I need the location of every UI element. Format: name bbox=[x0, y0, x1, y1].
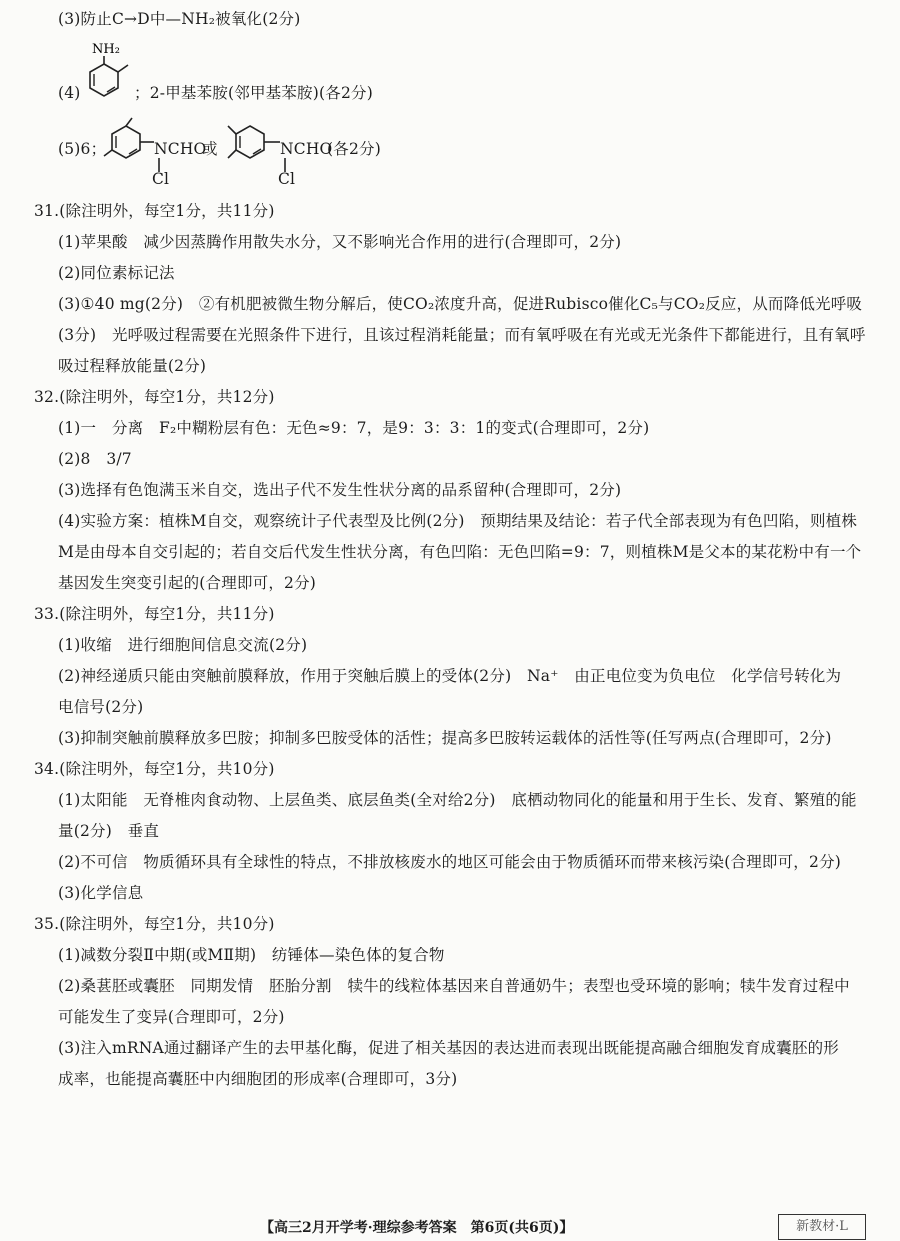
q31-part1: (1)苹果酸 减少因蒸腾作用散失水分，又不影响光合作用的进行(合理即可，2分) bbox=[58, 233, 622, 251]
q35-part3-line2: 成率，也能提高囊胚中内细胞团的形成率(合理即可，3分) bbox=[58, 1070, 458, 1088]
q32-heading: 32.(除注明外，每空1分，共12分) bbox=[34, 388, 275, 406]
q34-heading: 34.(除注明外，每空1分，共10分) bbox=[34, 760, 275, 778]
q33-part2-line2: 电信号(2分) bbox=[58, 698, 144, 716]
q31-part3-line1: (3)①40 mg(2分) ②有机肥被微生物分解后，使CO₂浓度升高，促进Rubisco催化C₅与CO₂反应，从而降低光呼吸 bbox=[58, 295, 863, 313]
q30-part4-prefix: (4) bbox=[58, 84, 81, 102]
q33-part2-line1: (2)神经递质只能由突触前膜释放，作用于突触后膜上的受体(2分) Na⁺ 由正电位变为负电位 化学信号转化为 bbox=[58, 667, 842, 685]
q34-part1-line1: (1)太阳能 无脊椎肉食动物、上层鱼类、底层鱼类(全对给2分) 底栖动物同化的能量和用于生长、发育、繁殖的能 bbox=[58, 791, 857, 809]
q33-part3: (3)抑制突触前膜释放多巴胺；抑制多巴胺受体的活性；提高多巴胺转运载体的活性等(任写两点(合理即可，2分) bbox=[58, 729, 832, 747]
n-chloro-formamide-structure-2-icon bbox=[224, 112, 282, 190]
q30-part5-prefix: (5)6； bbox=[58, 140, 107, 158]
formyl-group-2: NCHO bbox=[280, 140, 333, 158]
q31-heading: 31.(除注明外，每空1分，共11分) bbox=[34, 202, 275, 220]
q32-part4-line2: M是由母本自交引起的；若自交后代发生性状分离，有色凹陷：无色凹陷=9：7，则植株M是父本的某花粉中有一个 bbox=[58, 543, 862, 561]
q30-part5-suffix: (各2分) bbox=[327, 140, 381, 158]
q35-part2-line2: 可能发生了变异(合理即可，2分) bbox=[58, 1008, 285, 1026]
q34-part3: (3)化学信息 bbox=[58, 884, 144, 902]
q32-part2: (2)8 3/7 bbox=[58, 450, 132, 468]
q30-part5-or: 或 bbox=[202, 140, 218, 158]
q35-heading: 35.(除注明外，每空1分，共10分) bbox=[34, 915, 275, 933]
q32-part1: (1)一 分离 F₂中糊粉层有色：无色≈9：7，是9：3：3：1的变式(合理即可，2分) bbox=[58, 419, 650, 437]
q34-part2: (2)不可信 物质循环具有全球性的特点，不排放核废水的地区可能会由于物质循环而带来核污染(合理即可，2分) bbox=[58, 853, 842, 871]
chlorine-label-1: Cl bbox=[152, 170, 170, 188]
o-toluidine-structure-icon bbox=[84, 38, 134, 108]
q34-part1-line2: 量(2分) 垂直 bbox=[58, 822, 160, 840]
n-chloro-formamide-structure-1-icon bbox=[100, 112, 156, 190]
formyl-group-1: NCHO bbox=[154, 140, 207, 158]
page-footer: 【高三2月开学考·理综参考答案 第6页(共6页)】 bbox=[260, 1220, 574, 1236]
q32-part4-line3: 基因发生突变引起的(合理即可，2分) bbox=[58, 574, 317, 592]
q31-part3-line2: (3分) 光呼吸过程需要在光照条件下进行，且该过程消耗能量；而有氧呼吸在有光或无光条件下都能进行，且有氧呼 bbox=[58, 326, 866, 344]
q31-part2: (2)同位素标记法 bbox=[58, 264, 175, 282]
q35-part2-line1: (2)桑葚胚或囊胚 同期发情 胚胎分割 犊牛的线粒体基因来自普通奶牛；表型也受环境的影响；犊牛发育过程中 bbox=[58, 977, 850, 995]
q32-part4-line1: (4)实验方案：植株M自交，观察统计子代表型及比例(2分) 预期结果及结论：若子代全部表现为有色凹陷，则植株 bbox=[58, 512, 858, 530]
q35-part1: (1)减数分裂Ⅱ中期(或MⅡ期) 纺锤体—染色体的复合物 bbox=[58, 946, 445, 964]
q35-part3-line1: (3)注入mRNA通过翻译产生的去甲基化酶，促进了相关基因的表达进而表现出既能提高融合细胞发育成囊胚的形 bbox=[58, 1039, 839, 1057]
q30-part3: (3)防止C→D中—NH₂被氧化(2分) bbox=[58, 10, 301, 28]
edition-tag: 新教材·L bbox=[778, 1214, 866, 1240]
chlorine-label-2: Cl bbox=[278, 170, 296, 188]
amino-label: NH₂ bbox=[92, 42, 120, 57]
q31-part3-line3: 吸过程释放能量(2分) bbox=[58, 357, 207, 375]
q32-part3: (3)选择有色饱满玉米自交，选出子代不发生性状分离的品系留种(合理即可，2分) bbox=[58, 481, 622, 499]
q33-part1: (1)收缩 进行细胞间信息交流(2分) bbox=[58, 636, 308, 654]
q30-part4-text: ；2-甲基苯胺(邻甲基苯胺)(各2分) bbox=[134, 84, 373, 102]
q33-heading: 33.(除注明外，每空1分，共11分) bbox=[34, 605, 275, 623]
